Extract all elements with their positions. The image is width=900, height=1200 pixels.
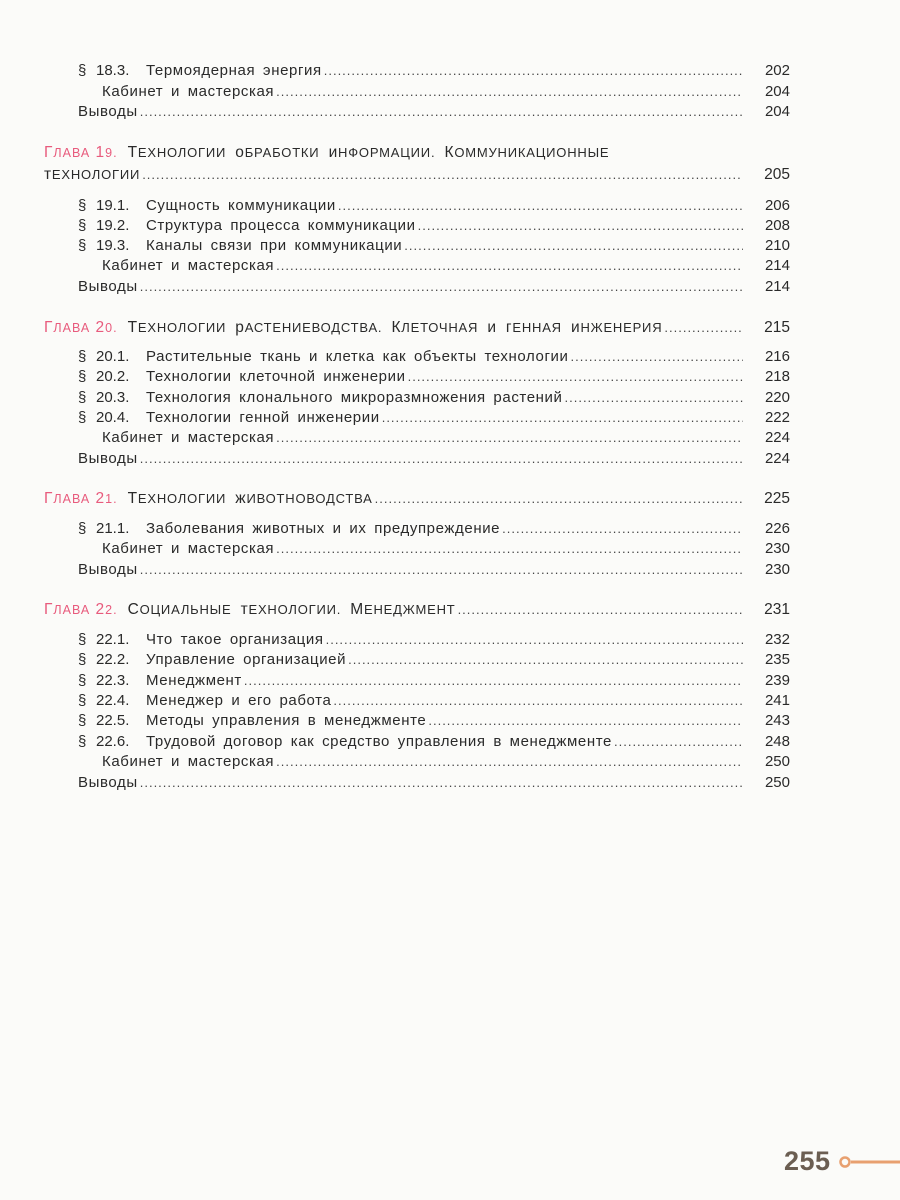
toc-entry-lead bbox=[78, 236, 402, 256]
page-ref: 225 bbox=[764, 490, 790, 507]
section-number: 18.3. bbox=[96, 62, 130, 79]
item-title: Кабинет и мастерская bbox=[102, 83, 275, 100]
toc-section-row[interactable] bbox=[78, 408, 790, 428]
toc-section-row[interactable] bbox=[78, 236, 790, 256]
dot-leader bbox=[375, 489, 742, 509]
section-symbol: § bbox=[78, 348, 87, 365]
dot-leader bbox=[408, 367, 743, 387]
page-ref: 239 bbox=[764, 672, 790, 689]
section-title: Заболевания животных и их предупреждение bbox=[146, 520, 501, 537]
item-title: Кабинет и мастерская bbox=[102, 429, 275, 446]
page-ref: 230 bbox=[764, 540, 790, 557]
toc-item-row[interactable] bbox=[102, 428, 790, 448]
chapter-title: ТЕХНОЛОГИИ рАСТЕНИЕВОДСТВА. КЛЕТОЧНАЯ и гЕННАЯ иНЖЕНЕРИЯ bbox=[127, 319, 663, 336]
dot-leader bbox=[276, 752, 743, 772]
section-number: 22.4. bbox=[96, 692, 130, 709]
dot-leader bbox=[140, 277, 743, 297]
dot-leader bbox=[664, 318, 742, 338]
dot-leader bbox=[276, 539, 743, 559]
page-number-decoration-icon bbox=[838, 1155, 900, 1169]
dot-leader bbox=[140, 560, 743, 580]
toc-item-row[interactable] bbox=[102, 539, 790, 559]
dot-leader bbox=[565, 388, 743, 408]
page-ref: 231 bbox=[764, 601, 790, 618]
summary-title: Выводы bbox=[78, 278, 138, 295]
page-ref: 208 bbox=[764, 217, 790, 234]
toc-entry-lead bbox=[78, 650, 346, 670]
section-number: 22.2. bbox=[96, 651, 130, 668]
page-ref: 204 bbox=[764, 83, 790, 100]
page-ref: 224 bbox=[764, 450, 790, 467]
chapter-title: ТЕХНОЛОГИИ жИВОТНОВОДСТВА bbox=[127, 490, 373, 507]
toc-entry-lead bbox=[78, 61, 322, 81]
dot-leader bbox=[276, 256, 743, 276]
section-title: Что такое организация bbox=[146, 631, 324, 648]
toc-summary-row[interactable] bbox=[78, 560, 790, 580]
page-ref: 220 bbox=[764, 389, 790, 406]
section-number: 20.3. bbox=[96, 389, 130, 406]
dot-leader bbox=[458, 600, 743, 620]
section-title: Растительные ткань и клетка как объекты технологии bbox=[146, 348, 569, 365]
toc-section-row[interactable] bbox=[78, 711, 790, 731]
toc-entry-lead bbox=[102, 256, 274, 276]
page-ref: 230 bbox=[764, 561, 790, 578]
section-symbol: § bbox=[78, 692, 87, 709]
section-symbol: § bbox=[78, 368, 87, 385]
dot-leader bbox=[418, 216, 743, 236]
page-ref: 243 bbox=[764, 712, 790, 729]
section-number: 22.6. bbox=[96, 733, 130, 750]
dot-leader bbox=[324, 61, 743, 81]
toc-entry-lead bbox=[78, 691, 331, 711]
toc-entry-lead bbox=[78, 277, 138, 297]
summary-title: Выводы bbox=[78, 450, 138, 467]
page-ref: 226 bbox=[764, 520, 790, 537]
toc-entry-lead bbox=[78, 449, 138, 469]
dot-leader bbox=[244, 671, 743, 691]
section-title: Термоядерная энергия bbox=[146, 62, 322, 79]
toc-entry-lead bbox=[78, 671, 242, 691]
dot-leader bbox=[140, 773, 743, 793]
section-title: Трудовой договор как средство управления в менеджменте bbox=[146, 733, 612, 750]
toc-entry-lead bbox=[44, 489, 373, 509]
section-title: Структура процесса коммуникации bbox=[146, 217, 416, 234]
toc-summary-row[interactable] bbox=[78, 773, 790, 793]
toc-entry-lead bbox=[78, 196, 336, 216]
toc-entry-lead bbox=[78, 347, 568, 367]
section-title: Технологии клеточной инженерии bbox=[146, 368, 406, 385]
toc-chapter-row[interactable] bbox=[44, 489, 790, 509]
toc-entry-lead bbox=[78, 711, 426, 731]
chapter-title-continuation: тЕХНОЛОГИИ bbox=[44, 166, 141, 183]
dot-leader bbox=[348, 650, 743, 670]
section-symbol: § bbox=[78, 389, 87, 406]
toc-entry-lead bbox=[102, 752, 274, 772]
page-ref: 248 bbox=[764, 733, 790, 750]
toc-entry-lead bbox=[44, 600, 456, 620]
toc-entry-lead bbox=[78, 216, 416, 236]
toc-summary-row[interactable] bbox=[78, 277, 790, 297]
section-symbol: § bbox=[78, 651, 87, 668]
section-title: Методы управления в менеджменте bbox=[146, 712, 427, 729]
dot-leader bbox=[326, 630, 743, 650]
dot-leader bbox=[338, 196, 743, 216]
toc-entry-lead bbox=[78, 367, 406, 387]
toc-entry-lead bbox=[78, 630, 324, 650]
toc-chapter-row[interactable] bbox=[44, 318, 790, 338]
chapter-label: ГЛАВА 22. bbox=[44, 601, 118, 618]
chapter-title: СОЦИАЛЬНЫЕ тЕХНОЛОГИИ. МЕНЕДЖМЕНТ bbox=[127, 601, 456, 618]
chapter-label: ГЛАВА 21. bbox=[44, 490, 118, 507]
toc-entry-lead bbox=[44, 318, 662, 338]
page-number: 255 bbox=[784, 1146, 831, 1176]
chapter-label: ГЛАВА 19. bbox=[44, 144, 118, 161]
section-symbol: § bbox=[78, 520, 87, 537]
page-ref: 206 bbox=[764, 197, 790, 214]
toc-entry-lead bbox=[78, 519, 500, 539]
dot-leader bbox=[428, 711, 743, 731]
toc-entry-lead bbox=[78, 408, 380, 428]
toc-chapter-row[interactable] bbox=[44, 143, 790, 163]
dot-leader bbox=[142, 165, 742, 185]
section-title: Каналы связи при коммуникации bbox=[146, 237, 403, 254]
toc-chapter-row[interactable] bbox=[44, 600, 790, 620]
section-symbol: § bbox=[78, 62, 87, 79]
summary-title: Выводы bbox=[78, 103, 138, 120]
toc-section-row[interactable] bbox=[78, 388, 790, 408]
item-title: Кабинет и мастерская bbox=[102, 257, 275, 274]
toc-item-row[interactable] bbox=[102, 256, 790, 276]
section-title: Сущность коммуникации bbox=[146, 197, 336, 214]
section-number: 19.3. bbox=[96, 237, 130, 254]
toc-section-row[interactable] bbox=[78, 732, 790, 752]
section-number: 22.3. bbox=[96, 672, 130, 689]
dot-leader bbox=[382, 408, 743, 428]
toc-section-row[interactable] bbox=[78, 519, 790, 539]
toc-entry-lead bbox=[78, 388, 563, 408]
item-title: Кабинет и мастерская bbox=[102, 540, 275, 557]
dot-leader bbox=[333, 691, 743, 711]
toc-entry-lead bbox=[44, 165, 140, 185]
dot-leader bbox=[140, 102, 743, 122]
toc-section-row[interactable] bbox=[78, 216, 790, 236]
section-number: 20.2. bbox=[96, 368, 130, 385]
toc-entry-lead bbox=[78, 732, 612, 752]
section-number: 19.1. bbox=[96, 197, 130, 214]
section-number: 20.4. bbox=[96, 409, 130, 426]
toc-item-row[interactable] bbox=[102, 752, 790, 772]
toc-summary-row[interactable] bbox=[78, 449, 790, 469]
toc-chapter-row[interactable] bbox=[44, 165, 790, 185]
toc-section-row[interactable] bbox=[78, 671, 790, 691]
section-symbol: § bbox=[78, 712, 87, 729]
chapter-title: ТЕХНОЛОГИИ оБРАБОТКИ иНФОРМАЦИИ. КОММУНИКАЦИОННЫЕ bbox=[127, 144, 610, 161]
page-ref: 216 bbox=[764, 348, 790, 365]
page-ref: 214 bbox=[764, 278, 790, 295]
page-ref: 210 bbox=[764, 237, 790, 254]
dot-leader bbox=[614, 732, 743, 752]
dot-leader bbox=[570, 347, 742, 367]
section-title: Технологии генной инженерии bbox=[146, 409, 380, 426]
toc-entry-lead bbox=[78, 560, 138, 580]
section-number: 20.1. bbox=[96, 348, 130, 365]
section-number: 22.5. bbox=[96, 712, 130, 729]
page-ref: 232 bbox=[764, 631, 790, 648]
dot-leader bbox=[502, 519, 743, 539]
toc-entry-lead bbox=[102, 82, 274, 102]
page-ref: 222 bbox=[764, 409, 790, 426]
section-symbol: § bbox=[78, 217, 87, 234]
toc-item-row[interactable] bbox=[102, 82, 790, 102]
section-number: 22.1. bbox=[96, 631, 130, 648]
dot-leader bbox=[276, 428, 743, 448]
page-ref: 218 bbox=[764, 368, 790, 385]
section-symbol: § bbox=[78, 237, 87, 254]
section-title: Технология клонального микроразмножения растений bbox=[146, 389, 563, 406]
toc-section-row[interactable] bbox=[78, 61, 790, 81]
page-ref: 205 bbox=[764, 166, 790, 183]
page-ref: 250 bbox=[764, 753, 790, 770]
toc-entry-lead bbox=[102, 428, 274, 448]
dot-leader bbox=[140, 449, 743, 469]
chapter-label: ГЛАВА 20. bbox=[44, 319, 118, 336]
section-symbol: § bbox=[78, 197, 87, 214]
section-number: 19.2. bbox=[96, 217, 130, 234]
section-number: 21.1. bbox=[96, 520, 130, 537]
dot-leader bbox=[276, 82, 743, 102]
section-title: Менеджмент bbox=[146, 672, 242, 689]
summary-title: Выводы bbox=[78, 774, 138, 791]
toc-entry-lead bbox=[102, 539, 274, 559]
summary-title: Выводы bbox=[78, 561, 138, 578]
toc-entry-lead bbox=[78, 773, 138, 793]
section-symbol: § bbox=[78, 672, 87, 689]
section-title: Менеджер и его работа bbox=[146, 692, 332, 709]
toc-entry-lead bbox=[78, 102, 138, 122]
page-ref: 204 bbox=[764, 103, 790, 120]
page-ref: 215 bbox=[764, 319, 790, 336]
section-symbol: § bbox=[78, 409, 87, 426]
page-ref: 224 bbox=[764, 429, 790, 446]
section-symbol: § bbox=[78, 631, 87, 648]
page-ref: 241 bbox=[764, 692, 790, 709]
page-ref: 214 bbox=[764, 257, 790, 274]
dot-leader bbox=[404, 236, 743, 256]
toc-section-row[interactable] bbox=[78, 650, 790, 670]
item-title: Кабинет и мастерская bbox=[102, 753, 275, 770]
toc-section-row[interactable] bbox=[78, 347, 790, 367]
section-symbol: § bbox=[78, 733, 87, 750]
section-title: Управление организацией bbox=[146, 651, 347, 668]
toc-section-row[interactable] bbox=[78, 630, 790, 650]
page-ref: 202 bbox=[764, 62, 790, 79]
toc-section-row[interactable] bbox=[78, 691, 790, 711]
toc-entry-lead bbox=[44, 143, 609, 163]
toc-section-row[interactable] bbox=[78, 367, 790, 387]
toc-summary-row[interactable] bbox=[78, 102, 790, 122]
page-ref: 235 bbox=[764, 651, 790, 668]
page-ref: 250 bbox=[764, 774, 790, 791]
toc-section-row[interactable] bbox=[78, 196, 790, 216]
